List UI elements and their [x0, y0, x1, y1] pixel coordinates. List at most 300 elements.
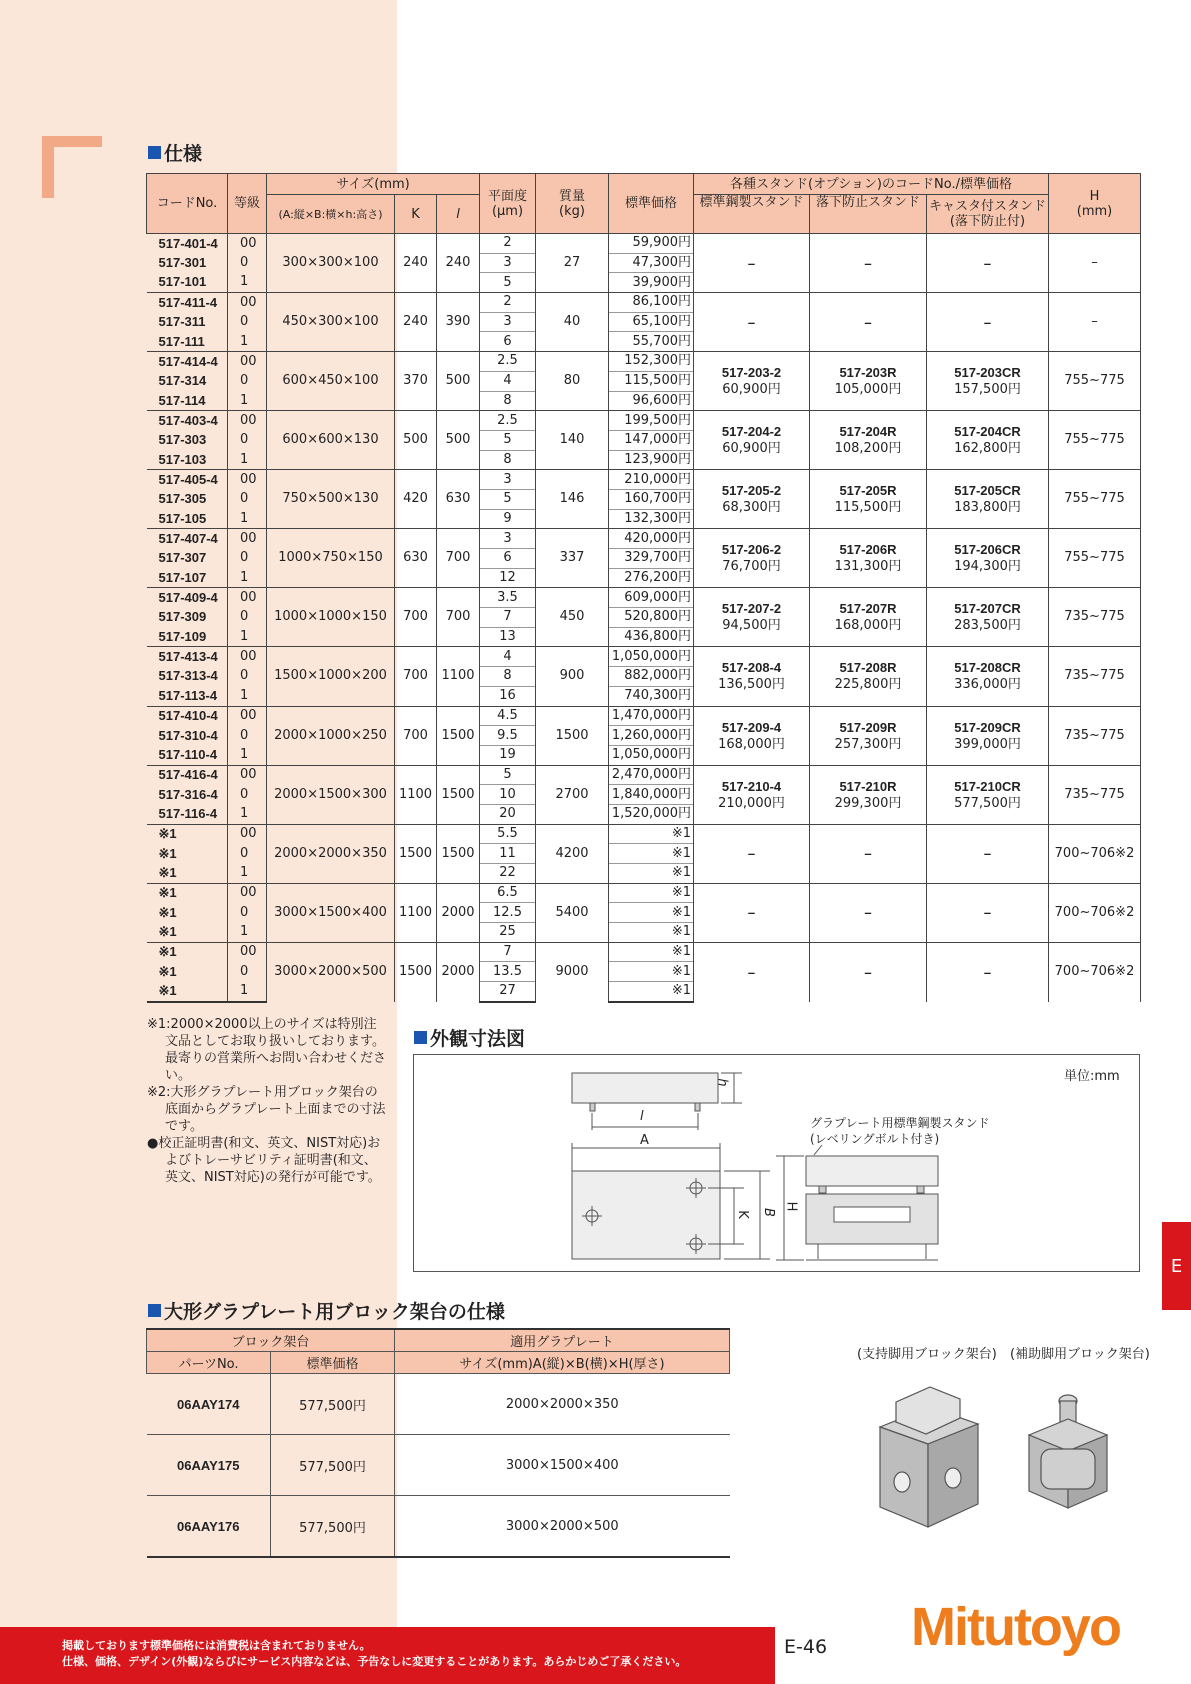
grade-cell: 00 — [228, 706, 267, 726]
block-header-group2: 適用グラプレート — [395, 1329, 730, 1352]
block-table — [146, 1328, 730, 1558]
stand-code: – — [747, 314, 756, 330]
stand-cell — [927, 352, 1049, 411]
flatness-cell: 10 — [480, 785, 536, 805]
label-aux-block: (補助脚用ブロック架台) — [1010, 1347, 1150, 1362]
flatness-cell: 5 — [480, 765, 536, 785]
stand-cell — [810, 883, 927, 942]
header-stand-group: 各種スタンド(オプション)のコードNo./標準価格 — [694, 174, 1049, 195]
code-cell: 517-405-4 — [147, 470, 228, 490]
table-row — [147, 588, 1141, 608]
grade-cell: 1 — [228, 568, 267, 588]
table-row — [147, 293, 1141, 313]
price-cell: 147,000円 — [609, 430, 694, 450]
table-row — [147, 883, 1141, 903]
height-cell: 735~775 — [1049, 647, 1141, 706]
stand-code: – — [983, 314, 992, 330]
header-grade: 等級 — [228, 174, 267, 234]
code-cell: 517-316-4 — [147, 785, 228, 805]
stand-price: 68,300円 — [722, 500, 781, 516]
section-title-spec — [148, 139, 202, 166]
price-cell: 276,200円 — [609, 568, 694, 588]
stand-price: 168,000円 — [834, 618, 902, 634]
size-cell: 2000×1000×250 — [267, 706, 395, 765]
stand-code: – — [747, 255, 756, 271]
block-header-group1: ブロック架台 — [147, 1329, 395, 1352]
k-cell: 700 — [395, 706, 437, 765]
code-cell: 517-313-4 — [147, 667, 228, 687]
stand-code: – — [983, 846, 992, 862]
flatness-cell: 2 — [480, 293, 536, 313]
grade-cell: 00 — [228, 411, 267, 431]
section-title-block — [148, 1297, 505, 1324]
stand-code: 517-203-2 — [721, 365, 782, 381]
price-cell: 86,100円 — [609, 293, 694, 313]
height-cell: 755~775 — [1049, 352, 1141, 411]
grade-cell: 00 — [228, 942, 267, 962]
code-cell: ※1 — [147, 864, 228, 884]
flatness-cell: 2.5 — [480, 352, 536, 372]
block-price: 577,500円 — [271, 1496, 395, 1558]
label-stand: グラプレート用標準鋼製スタンド (レベリングボルト付き) — [810, 1116, 990, 1146]
block-parts: 06AAY176 — [147, 1496, 271, 1558]
flatness-cell: 3 — [480, 529, 536, 549]
stand-cell — [694, 234, 810, 293]
stand-code: 517-207R — [839, 601, 897, 617]
price-cell: 59,900円 — [609, 234, 694, 254]
grade-cell: 0 — [228, 903, 267, 923]
price-cell: 1,470,000円 — [609, 706, 694, 726]
table-row — [147, 824, 1141, 844]
code-cell: 517-416-4 — [147, 765, 228, 785]
table-row — [147, 765, 1141, 785]
table-row — [147, 1496, 730, 1558]
stand-cell — [694, 529, 810, 588]
table-row — [147, 470, 1141, 490]
stand-cell — [810, 293, 927, 352]
grade-cell: 00 — [228, 470, 267, 490]
stand-code: 517-204R — [839, 424, 897, 440]
flatness-cell: 20 — [480, 804, 536, 824]
grade-cell: 0 — [228, 371, 267, 391]
stand-code: – — [864, 905, 872, 921]
k-cell: 240 — [395, 293, 437, 352]
stand-cell — [927, 470, 1049, 529]
price-cell: 420,000円 — [609, 529, 694, 549]
code-cell: 517-411-4 — [147, 293, 228, 313]
note-2: ※2:大形グラプレート用ブロック架台の底面からグラプレート上面までの寸法です。 — [147, 1085, 386, 1134]
mass-cell: 450 — [536, 588, 609, 647]
stand-price: 225,800円 — [834, 677, 902, 693]
stand-cell — [810, 234, 927, 293]
flatness-cell: 3 — [480, 470, 536, 490]
grade-cell: 0 — [228, 844, 267, 864]
flatness-cell: 2 — [480, 234, 536, 254]
section-title-text: 外観寸法図 — [430, 1028, 526, 1050]
header-code: コードNo. — [147, 174, 228, 234]
code-cell: 517-305 — [147, 489, 228, 509]
flatness-cell: 8 — [480, 391, 536, 411]
block-price: 577,500円 — [271, 1374, 395, 1435]
flatness-cell: 22 — [480, 864, 536, 884]
grade-cell: 1 — [228, 923, 267, 943]
grade-cell: 1 — [228, 745, 267, 765]
k-cell: 1100 — [395, 883, 437, 942]
stand-code: – — [747, 905, 756, 921]
price-cell: 436,800円 — [609, 627, 694, 647]
stand-cell — [694, 765, 810, 824]
flatness-cell: 7 — [480, 942, 536, 962]
grade-cell: 00 — [228, 765, 267, 785]
section-title-text: 大形グラプレート用ブロック架台の仕様 — [164, 1301, 505, 1323]
stand-code: – — [864, 964, 872, 980]
size-cell: 600×600×130 — [267, 411, 395, 470]
header-price: 標準価格 — [609, 174, 694, 234]
footer-line1: 掲載しております標準価格には消費税は含まれておりません。 — [62, 1639, 371, 1652]
flatness-cell: 9.5 — [480, 726, 536, 746]
flatness-cell: 3 — [480, 312, 536, 332]
mass-cell: 9000 — [536, 942, 609, 1002]
stand-cell — [927, 588, 1049, 647]
stand-cell — [810, 942, 927, 1002]
height-cell: 700~706※2 — [1049, 883, 1141, 942]
stand-cell — [927, 411, 1049, 470]
stand-cell — [694, 588, 810, 647]
flatness-cell: 5 — [480, 489, 536, 509]
price-cell: 55,700円 — [609, 332, 694, 352]
flatness-cell: 9 — [480, 509, 536, 529]
l-cell: 1500 — [437, 765, 480, 824]
flatness-cell: 13 — [480, 627, 536, 647]
flatness-cell: 27 — [480, 982, 536, 1002]
stand-price: 336,000円 — [954, 677, 1021, 693]
stand-price: 577,500円 — [954, 795, 1021, 811]
stand-cell — [810, 647, 927, 706]
header-h: H (mm) — [1049, 174, 1141, 234]
table-row — [147, 352, 1141, 372]
height-cell: 700~706※2 — [1049, 942, 1141, 1002]
stand-code: 517-207-2 — [721, 601, 782, 617]
stand-price: 115,500円 — [834, 500, 902, 516]
stand-code: – — [864, 314, 872, 330]
block-size: 3000×1500×400 — [395, 1435, 730, 1496]
stand-cell — [927, 765, 1049, 824]
stand-cell — [694, 411, 810, 470]
l-cell: 1500 — [437, 824, 480, 883]
block-header-parts: パーツNo. — [147, 1352, 271, 1374]
mass-cell: 1500 — [536, 706, 609, 765]
plate-top-view — [572, 1171, 720, 1259]
flatness-cell: 13.5 — [480, 962, 536, 982]
height-cell: 735~775 — [1049, 588, 1141, 647]
stand-plate — [806, 1156, 938, 1186]
price-cell: 520,800円 — [609, 608, 694, 628]
price-cell: 152,300円 — [609, 352, 694, 372]
table-row — [147, 529, 1141, 549]
grade-cell: 1 — [228, 982, 267, 1002]
size-cell: 450×300×100 — [267, 293, 395, 352]
header-k: K — [395, 195, 437, 234]
stand-code: 517-205-2 — [721, 483, 782, 499]
stand-code: 517-205CR — [954, 483, 1021, 499]
grade-cell: 0 — [228, 312, 267, 332]
stand-code: – — [983, 905, 992, 921]
price-cell: 47,300円 — [609, 253, 694, 273]
mass-cell: 40 — [536, 293, 609, 352]
price-cell: 123,900円 — [609, 450, 694, 470]
stand-cell — [927, 234, 1049, 293]
stand-price: 105,000円 — [834, 382, 902, 398]
flatness-cell: 2.5 — [480, 411, 536, 431]
grade-cell: 00 — [228, 234, 267, 254]
price-cell: 96,600円 — [609, 391, 694, 411]
header-size-group: サイズ(mm) — [267, 174, 480, 195]
block-size: 2000×2000×350 — [395, 1374, 730, 1435]
stand-cell — [694, 706, 810, 765]
stand-cell — [927, 706, 1049, 765]
stand-price: 157,500円 — [954, 382, 1021, 398]
flatness-cell: 5 — [480, 430, 536, 450]
flatness-cell: 12 — [480, 568, 536, 588]
size-cell: 2000×1500×300 — [267, 765, 395, 824]
table-row — [147, 1374, 730, 1435]
section-tab: E — [1162, 1222, 1191, 1310]
flatness-cell: 7 — [480, 608, 536, 628]
grade-cell: 0 — [228, 253, 267, 273]
stand-cell — [810, 352, 927, 411]
flatness-cell: 11 — [480, 844, 536, 864]
size-cell: 1500×1000×200 — [267, 647, 395, 706]
grade-cell: 0 — [228, 489, 267, 509]
code-cell: 517-414-4 — [147, 352, 228, 372]
stand-price: 60,900円 — [722, 441, 781, 457]
grade-cell: 0 — [228, 726, 267, 746]
stand-cell — [810, 706, 927, 765]
code-cell: 517-413-4 — [147, 647, 228, 667]
dimension-diagram — [414, 1055, 1139, 1271]
table-row — [147, 234, 1141, 254]
stand-code: 517-205R — [839, 483, 897, 499]
grade-cell: 1 — [228, 450, 267, 470]
price-cell: 1,050,000円 — [609, 745, 694, 765]
code-cell: ※1 — [147, 923, 228, 943]
grade-cell: 1 — [228, 804, 267, 824]
l-cell: 1100 — [437, 647, 480, 706]
header-flatness: 平面度 (μm) — [480, 174, 536, 234]
price-cell: ※1 — [609, 942, 694, 962]
l-cell: 2000 — [437, 883, 480, 942]
flatness-cell: 3 — [480, 253, 536, 273]
label-h: h — [714, 1078, 730, 1087]
price-cell: 1,050,000円 — [609, 647, 694, 667]
stand-price: 283,500円 — [954, 618, 1021, 634]
brand-logo: Mitutoyo — [911, 1597, 1120, 1657]
grade-cell: 1 — [228, 627, 267, 647]
stand-code: 517-203CR — [954, 365, 1021, 381]
stand-cell — [927, 824, 1049, 883]
code-cell: 517-314 — [147, 371, 228, 391]
code-cell: 517-114 — [147, 391, 228, 411]
flatness-cell: 6 — [480, 332, 536, 352]
stand-code: 517-204CR — [954, 424, 1021, 440]
flatness-cell: 6.5 — [480, 883, 536, 903]
stand-cell — [927, 942, 1049, 1002]
price-cell: 1,520,000円 — [609, 804, 694, 824]
grade-cell: 1 — [228, 864, 267, 884]
stand-code: 517-203R — [839, 365, 897, 381]
flatness-cell: 4 — [480, 371, 536, 391]
stand-code: – — [864, 255, 872, 271]
k-cell: 1500 — [395, 824, 437, 883]
stand-code: 517-206CR — [954, 542, 1021, 558]
stand-code: 517-204-2 — [721, 424, 782, 440]
code-cell: 517-301 — [147, 253, 228, 273]
l-cell: 500 — [437, 411, 480, 470]
flatness-cell: 5 — [480, 273, 536, 293]
block-size: 3000×2000×500 — [395, 1496, 730, 1558]
code-cell: ※1 — [147, 824, 228, 844]
header-stand2: 落下防止スタンド — [810, 195, 927, 234]
price-cell: ※1 — [609, 824, 694, 844]
height-cell: 735~775 — [1049, 706, 1141, 765]
unit-label: 単位:mm — [1064, 1069, 1120, 1084]
k-cell: 370 — [395, 352, 437, 411]
section-title-dimensions — [414, 1024, 525, 1051]
block-parts: 06AAY175 — [147, 1435, 271, 1496]
k-cell: 700 — [395, 588, 437, 647]
l-cell: 1500 — [437, 706, 480, 765]
code-cell: 517-109 — [147, 627, 228, 647]
code-cell: ※1 — [147, 883, 228, 903]
height-cell: 735~775 — [1049, 765, 1141, 824]
price-cell: 199,500円 — [609, 411, 694, 431]
price-cell: 160,700円 — [609, 489, 694, 509]
code-cell: 517-103 — [147, 450, 228, 470]
code-cell: ※1 — [147, 903, 228, 923]
stand-price: 60,900円 — [722, 382, 781, 398]
block-header-size: サイズ(mm)A(縦)×B(横)×H(厚さ) — [395, 1352, 730, 1374]
stand-price: 210,000円 — [718, 795, 785, 811]
grade-cell: 00 — [228, 529, 267, 549]
price-cell: 609,000円 — [609, 588, 694, 608]
k-cell: 1500 — [395, 942, 437, 1002]
grade-cell: 00 — [228, 883, 267, 903]
stand-cell — [694, 647, 810, 706]
stand-cell — [927, 883, 1049, 942]
stand-cell — [694, 293, 810, 352]
grade-cell: 1 — [228, 509, 267, 529]
height-cell: 755~775 — [1049, 411, 1141, 470]
code-cell: 517-111 — [147, 332, 228, 352]
mass-cell: 80 — [536, 352, 609, 411]
stand-code: – — [747, 846, 756, 862]
stand-cell — [927, 293, 1049, 352]
price-cell: 740,300円 — [609, 686, 694, 706]
mass-cell: 2700 — [536, 765, 609, 824]
mass-cell: 27 — [536, 234, 609, 293]
table-row — [147, 1435, 730, 1496]
spec-table — [146, 173, 1141, 1003]
size-cell: 300×300×100 — [267, 234, 395, 293]
stand-code: 517-209CR — [954, 719, 1021, 735]
stand-code: 517-206-2 — [721, 542, 782, 558]
price-cell: 115,500円 — [609, 371, 694, 391]
note-3: ●校正証明書(和文、英文、NIST対応)およびトレーサビリティ証明書(和文、英文、NIST対応)の発行が可能です。 — [147, 1136, 381, 1185]
flatness-cell: 5.5 — [480, 824, 536, 844]
code-cell: ※1 — [147, 962, 228, 982]
l-cell: 500 — [437, 352, 480, 411]
support-block-illustration — [860, 1382, 986, 1532]
height-cell: – — [1049, 234, 1141, 293]
stand-code: 517-210R — [839, 778, 897, 794]
code-cell: 517-310-4 — [147, 726, 228, 746]
stand-code: 517-206R — [839, 542, 897, 558]
price-cell: 210,000円 — [609, 470, 694, 490]
page-number: E-46 — [784, 1636, 828, 1658]
mass-cell: 5400 — [536, 883, 609, 942]
header-size-sub: (A:縦×B:横×h:高さ) — [267, 195, 395, 234]
price-cell: 39,900円 — [609, 273, 694, 293]
price-cell: 2,470,000円 — [609, 765, 694, 785]
stand-code: 517-207CR — [954, 601, 1021, 617]
price-cell: ※1 — [609, 962, 694, 982]
stand-code: – — [983, 964, 992, 980]
label-support-block: (支持脚用ブロック架台) — [857, 1347, 997, 1362]
header-stand3: キャスタ付スタンド (落下防止付) — [927, 195, 1049, 234]
k-cell: 500 — [395, 411, 437, 470]
flatness-cell: 25 — [480, 923, 536, 943]
k-cell: 1100 — [395, 765, 437, 824]
stand-code: – — [747, 964, 756, 980]
stand-price: 131,300円 — [834, 559, 902, 575]
stand-price: 94,500円 — [722, 618, 781, 634]
mass-cell: 337 — [536, 529, 609, 588]
code-cell: 517-409-4 — [147, 588, 228, 608]
label-k: K — [734, 1210, 750, 1219]
section-title-text: 仕様 — [164, 143, 203, 165]
code-cell: 517-401-4 — [147, 234, 228, 254]
price-cell: 329,700円 — [609, 549, 694, 569]
flatness-cell: 4.5 — [480, 706, 536, 726]
l-cell: 630 — [437, 470, 480, 529]
square-bullet-icon — [148, 1304, 161, 1317]
mass-cell: 4200 — [536, 824, 609, 883]
size-cell: 2000×2000×350 — [267, 824, 395, 883]
flatness-cell: 8 — [480, 667, 536, 687]
notes — [147, 1016, 387, 1186]
grade-cell: 00 — [228, 352, 267, 372]
size-cell: 600×450×100 — [267, 352, 395, 411]
stand-code: 517-209R — [839, 719, 897, 735]
price-cell: ※1 — [609, 903, 694, 923]
stand-cell — [694, 352, 810, 411]
code-cell: ※1 — [147, 942, 228, 962]
code-cell: 517-303 — [147, 430, 228, 450]
stand-price: 183,800円 — [954, 500, 1021, 516]
k-cell: 420 — [395, 470, 437, 529]
grade-cell: 0 — [228, 962, 267, 982]
stand-price: 257,300円 — [834, 736, 902, 752]
k-cell: 630 — [395, 529, 437, 588]
price-cell: 882,000円 — [609, 667, 694, 687]
code-cell: ※1 — [147, 844, 228, 864]
footer-bar — [0, 1627, 775, 1684]
height-cell: 755~775 — [1049, 529, 1141, 588]
dimension-diagram-box — [413, 1054, 1140, 1272]
stand-cell — [694, 942, 810, 1002]
stand-code: – — [983, 255, 992, 271]
l-cell: 700 — [437, 529, 480, 588]
